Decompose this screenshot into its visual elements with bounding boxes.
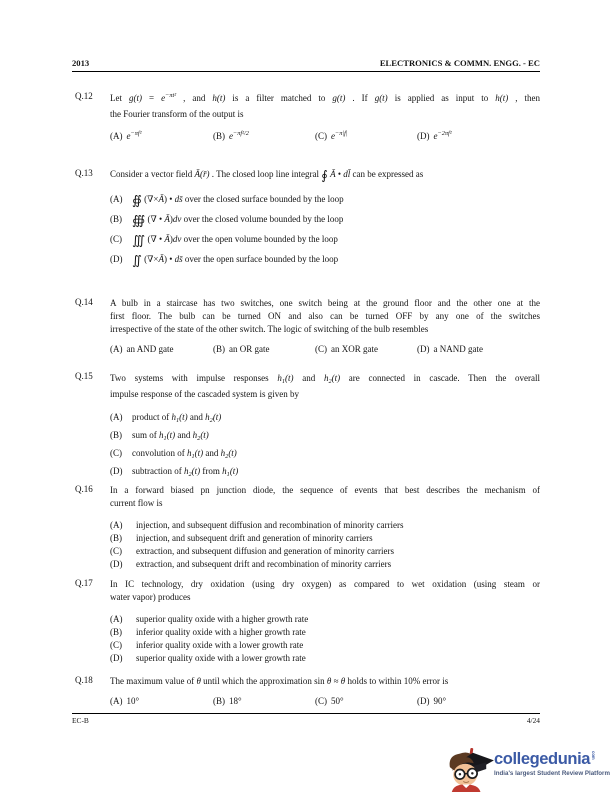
option-a: (A) injection, and subsequent diffusion and recombination of minority carriers <box>110 520 404 530</box>
watermark-logo <box>444 748 612 792</box>
option-a: (A) an AND gate <box>110 344 174 354</box>
logo-tagline: India's largest Student Review Platform <box>494 769 610 777</box>
options-list <box>110 613 540 665</box>
option-a: (A) superior quality oxide with a higher growth rate <box>110 614 309 624</box>
options-row <box>110 131 540 141</box>
options-row <box>110 344 540 354</box>
option-d: (D) a NAND gate <box>417 344 483 354</box>
logo-brand-text: collegedunia <box>494 750 591 768</box>
option-b: (B) 18° <box>213 696 242 706</box>
footer-paper-code: EC-B <box>72 716 89 725</box>
options-row <box>110 696 540 706</box>
question-text: In a forward biased pn junction diode, the sequence of events that best describes the mechanism of current flow is <box>110 485 540 508</box>
question-text: Let $g(t) = e^{-\pi t^2}$ , and h(t) is a filter matched to g(t) . If g(t) is applied as input to h(t) , then the Fourier transform of the output is <box>110 92 540 119</box>
question-q17 <box>75 578 540 665</box>
option-c: (C) convolution of $h_1(t)$ and $h_2(t)$ <box>110 448 237 460</box>
question-number: Q.18 <box>75 675 93 685</box>
header-year: 2013 <box>72 58 90 68</box>
question-text: A bulb in a staircase has two switches, one switch being at the ground floor and the other one at the first floor. The bulb can be turned ON and also can be turned OFF by any one of the switches irrespective of the state of the other switch. The logic of switching of the bulb resembles <box>110 298 540 334</box>
page-footer <box>72 716 540 725</box>
question-text: The maximum value of θ until which the approximation sin θ ≈ θ holds to within 10% error is <box>110 676 449 686</box>
question-q16 <box>75 484 540 571</box>
question-text: In IC technology, dry oxidation (using dry oxygen) as compared to wet oxidation (using steam or water vapor) produces <box>110 579 540 602</box>
option-a: (A) $e^{-\pi f^2}$ <box>110 130 142 141</box>
option-a: (A) product of $h_1(t)$ and $h_2(t)$ <box>110 412 222 424</box>
question-q14 <box>75 297 540 354</box>
option-b: (B) $e^{-\pi f^2/2}$ <box>213 130 249 141</box>
mascot-icon <box>444 748 494 792</box>
question-number: Q.14 <box>75 297 93 307</box>
question-q12 <box>75 91 540 141</box>
option-c: (C) $e^{-\pi|f|}$ <box>315 130 348 141</box>
option-a: (A) ∯ (∇×Ā) • ds̄ over the closed surface bounded by the loop <box>110 192 344 208</box>
page-header <box>72 58 540 72</box>
options-list <box>110 519 540 571</box>
question-q13 <box>75 168 540 269</box>
option-d: (D) ∬ (∇×Ā) • ds̄ over the open surface bounded by the loop <box>110 252 339 268</box>
option-d: (D) $e^{-2\pi f^2}$ <box>417 130 452 141</box>
question-number: Q.12 <box>75 91 93 101</box>
header-subject: ELECTRONICS & COMMN. ENGG. - EC <box>379 58 540 68</box>
option-c: (C) extraction, and subsequent diffusion and generation of minority carriers <box>110 546 395 556</box>
question-q15 <box>75 371 540 480</box>
option-d: (D) superior quality oxide with a lower growth rate <box>110 653 306 663</box>
option-d: (D) 90° <box>417 696 447 706</box>
option-d: (D) subtraction of $h_2(t)$ from $h_1(t)$ <box>110 466 239 478</box>
question-text: Consider a vector field Ā(r̄) . The closed loop line integral ∮ Ā • dl̄ can be expressed as <box>110 167 424 183</box>
footer-rule <box>72 713 540 714</box>
option-c: (C) 50° <box>315 696 344 706</box>
option-c: (C) ∭ (∇ • Ā)dv over the open volume bounded by the loop <box>110 232 338 248</box>
option-c: (C) an XOR gate <box>315 344 378 354</box>
option-a: (A) 10° <box>110 696 140 706</box>
footer-page-number: 4/24 <box>526 716 540 725</box>
option-b: (B) ∰ (∇ • Ā)dv over the closed volume bounded by the loop <box>110 212 344 228</box>
options-list <box>110 408 540 480</box>
option-d: (D) extraction, and subsequent drift and recombination of minority carriers <box>110 559 392 569</box>
option-b: (B) injection, and subsequent drift and generation of minority carriers <box>110 533 373 543</box>
question-number: Q.16 <box>75 484 93 494</box>
question-number: Q.15 <box>75 371 93 381</box>
option-b: (B) an OR gate <box>213 344 270 354</box>
option-b: (B) sum of $h_1(t)$ and $h_2(t)$ <box>110 430 209 442</box>
logo-brand-suffix: com <box>591 751 597 760</box>
question-number: Q.13 <box>75 168 93 178</box>
question-q18 <box>75 675 540 706</box>
option-b: (B) inferior quality oxide with a higher growth rate <box>110 627 306 637</box>
option-c: (C) inferior quality oxide with a lower growth rate <box>110 640 304 650</box>
question-number: Q.17 <box>75 578 93 588</box>
question-text: Two systems with impulse responses $h_1(t)$ and $h_2(t)$ are connected in cascade. Then the overall impulse response of the cascaded system is given by <box>110 373 540 399</box>
options-list <box>110 189 540 269</box>
